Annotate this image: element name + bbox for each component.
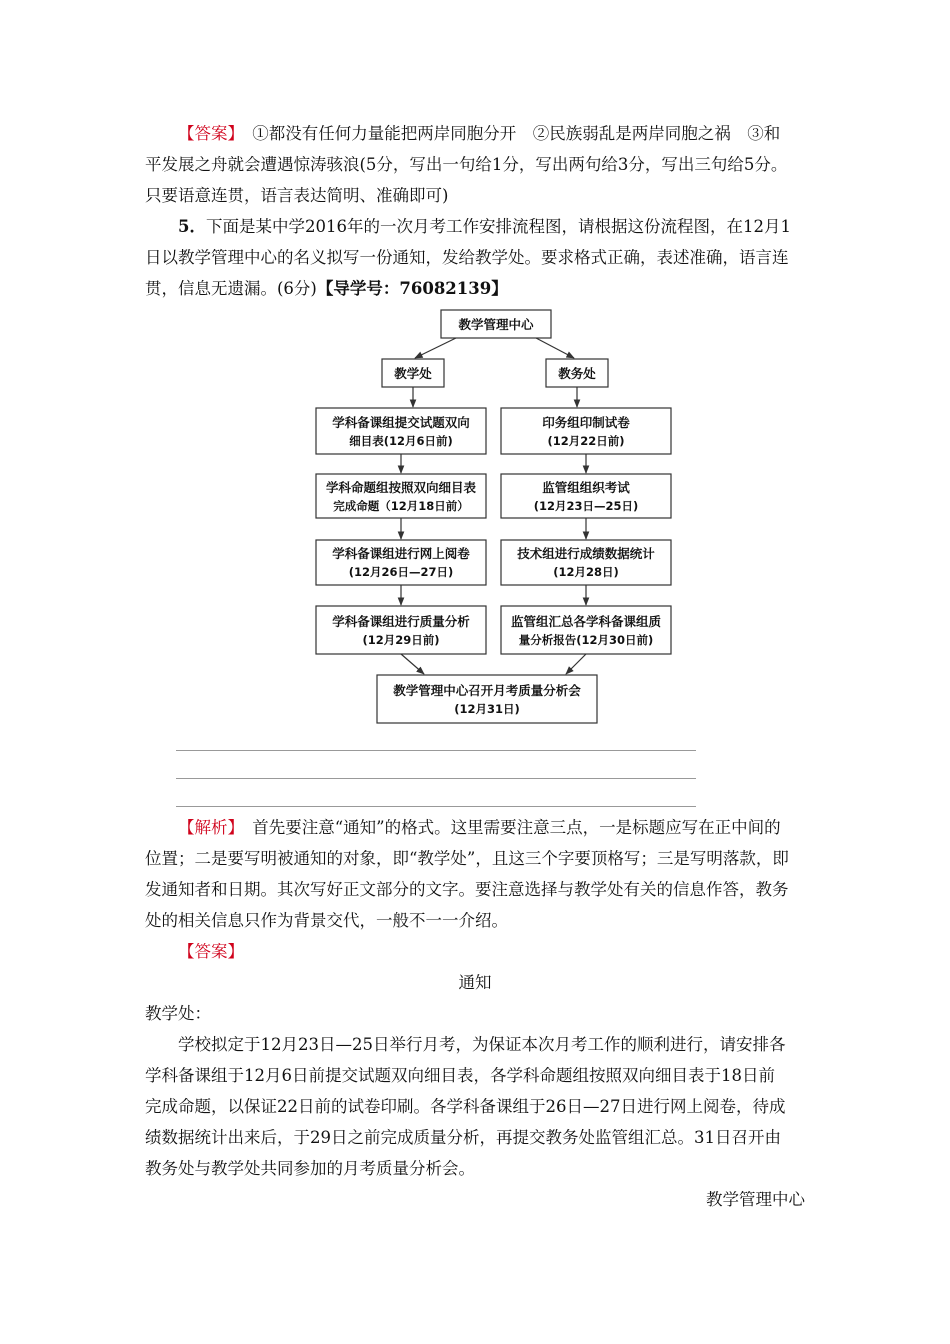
analysis-tag: 【解析】 [178, 818, 236, 837]
q5-line2: 日以教学管理中心的名义拟写一份通知，发给教学处。要求格式正确，表述准确，语言连 [145, 248, 789, 267]
flow-bottom-line2: (12月31日) [454, 702, 520, 716]
answer-blank-line-1 [176, 750, 696, 751]
notice-body-line3: 完成命题，以保证22日前的试卷印刷。各学科备课组于26日—27日进行网上阅卷，待成 [145, 1097, 786, 1116]
notice-recipient: 教学处： [145, 1004, 211, 1023]
flow-left-3-line2: (12月26日—27日) [348, 565, 454, 579]
flow-right-4-line2: 量分析报告(12月30日前) [518, 633, 654, 647]
notice-body-line1: 学校拟定于12月23日—25日举行月考，为保证本次月考工作的顺利进行，请安排各 [178, 1035, 786, 1054]
flow-right-4-line1: 监管组汇总各学科备课组质 [510, 614, 662, 629]
notice-body-line4: 绩数据统计出来后，于29日之前完成质量分析，再提交教务处监管组汇总。31日召开由 [145, 1128, 781, 1147]
answer-heading [145, 936, 805, 967]
q4-answer-line1: 【答案】 ①都没有任何力量能把两岸同胞分开 ②民族弱乱是两岸同胞之祸 ③和 [178, 124, 781, 143]
notice-body-line2: 学科备课组于12月6日前提交试题双向细目表，各学科命题组按照双向细目表于18日前 [145, 1066, 775, 1085]
flow-left-1-line1: 学科备课组提交试题双向 [332, 415, 470, 430]
analysis-line4: 处的相关信息只作为背景交代，一般不一一介绍。 [145, 911, 508, 930]
flow-top-label: 教学管理中心 [458, 317, 534, 332]
answer-tag-2: 【答案】 [178, 942, 244, 961]
flow-bottom-line1: 教学管理中心召开月考质量分析会 [393, 683, 581, 698]
flow-left-head-label: 教学处 [394, 366, 432, 381]
notice-body-line5: 教务处与教学处共同参加的月考质量分析会。 [145, 1159, 475, 1178]
q4-answer-line2: 平发展之舟就会遭遇惊涛骇浪(5分，写出一句给1分，写出两句给3分，写出三句给5分。 [145, 155, 788, 174]
flow-right-1-line2: (12月22日前) [547, 434, 625, 448]
q5-number: 5． [178, 217, 206, 236]
flow-left-4-line2: (12月29日前) [362, 633, 440, 647]
q5-line1: 5．下面是某中学2016年的一次月考工作安排流程图，请根据这份流程图，在12月1 [178, 217, 791, 236]
flow-left-2-line2: 完成命题（12月18日前） [333, 499, 469, 513]
flow-right-3-line1: 技术组进行成绩数据统计 [517, 546, 655, 561]
flow-right-2-line2: (12月23日—25日) [533, 499, 639, 513]
flow-right-1-line1: 印务组印制试卷 [542, 415, 630, 430]
flow-right-2-line1: 监管组组织考试 [542, 480, 630, 495]
analysis-line2: 位置；二是要写明被通知的对象，即“教学处”，且这三个字要顶格写；三是写明落款，即 [145, 849, 789, 868]
notice-title: 通知 [458, 973, 492, 992]
answer-blank-line-2 [176, 778, 696, 779]
guide-number: 【导学号：76082139】 [316, 279, 508, 298]
analysis-line3: 发通知者和日期。其次写好正文部分的文字。要注意选择与教学处有关的信息作答，教务 [145, 880, 789, 899]
flow-left-4-line1: 学科备课组进行质量分析 [332, 614, 470, 629]
answer-tag: 【答案】 [178, 124, 236, 143]
analysis-line1: 【解析】 首先要注意“通知”的格式。这里需要注意三点，一是标题应写在正中间的 [178, 818, 781, 837]
flow-left-2-line1: 学科命题组按照双向细目表 [325, 480, 477, 495]
flow-right-3-line2: (12月28日) [553, 565, 619, 579]
flow-left-3-line1: 学科备课组进行网上阅卷 [332, 546, 470, 561]
flow-right-head-label: 教务处 [558, 366, 596, 381]
q5-line3: 贯，信息无遗漏。(6分)【导学号：76082139】 [145, 279, 508, 298]
q4-answer-line3: 只要语意连贯，语言表达简明、准确即可) [145, 186, 449, 205]
answer-blank-line-3 [176, 806, 696, 807]
notice-signature: 教学管理中心 [706, 1190, 805, 1209]
flow-left-1-line2: 细目表(12月6日前) [349, 434, 453, 448]
